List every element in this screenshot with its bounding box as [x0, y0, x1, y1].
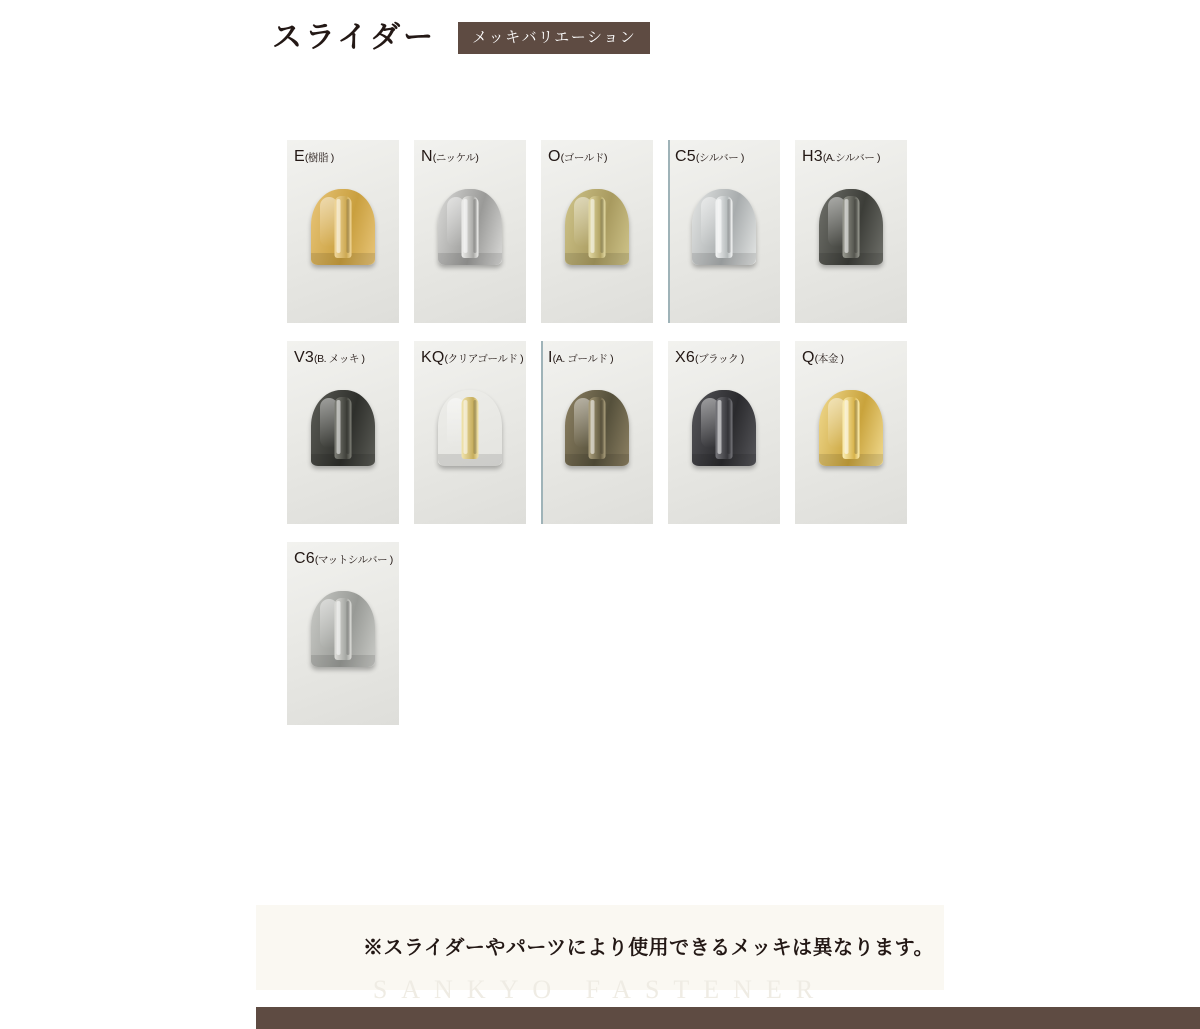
swatch-name: (本金 )	[814, 353, 844, 365]
slider-center-ridge	[335, 196, 352, 258]
swatch-code: KQ	[421, 349, 445, 366]
swatch-row	[287, 542, 927, 725]
swatch-label	[802, 148, 880, 166]
swatch-code: C5	[675, 148, 696, 165]
swatch-label	[294, 349, 365, 367]
swatch-name: (A.シルバー )	[822, 152, 881, 164]
swatch-q[interactable]	[795, 341, 907, 524]
swatch-code: X6	[675, 349, 695, 366]
swatch-e[interactable]	[287, 140, 399, 323]
bottom-bar	[256, 1007, 1200, 1029]
swatch-name: (ゴールド)	[560, 152, 608, 164]
swatch-label	[802, 349, 844, 367]
swatch-code: I	[548, 349, 553, 366]
swatch-name: (ブラック )	[694, 353, 744, 365]
slider-center-ridge	[335, 598, 352, 660]
swatch-row	[287, 341, 927, 524]
swatch-label	[294, 550, 393, 568]
swatch-name: (マットシルバー )	[314, 554, 393, 566]
swatch-code: H3	[802, 148, 823, 165]
swatch-label	[421, 148, 478, 166]
plating-variation-badge: メッキバリエーション	[458, 22, 650, 54]
swatch-row	[287, 140, 927, 323]
swatch-name: (樹脂 )	[304, 152, 334, 164]
swatch-label	[421, 349, 523, 367]
swatch-label	[548, 148, 607, 166]
slider-center-ridge	[716, 397, 733, 459]
swatch-label	[675, 148, 744, 166]
swatch-name: (クリアゴールド )	[444, 353, 524, 365]
swatch-c6[interactable]	[287, 542, 399, 725]
swatch-kq[interactable]	[414, 341, 526, 524]
swatch-i[interactable]	[541, 341, 653, 524]
swatch-label	[675, 349, 744, 367]
zipper-slider-image	[307, 388, 379, 470]
swatch-x6[interactable]	[668, 341, 780, 524]
zipper-slider-image	[434, 388, 506, 470]
zipper-slider-image	[815, 388, 887, 470]
zipper-slider-image	[561, 388, 633, 470]
zipper-slider-image	[434, 187, 506, 269]
slider-center-ridge	[843, 196, 860, 258]
zipper-slider-image	[815, 187, 887, 269]
zipper-slider-image	[307, 589, 379, 671]
swatch-n[interactable]	[414, 140, 526, 323]
zipper-slider-image	[688, 187, 760, 269]
zipper-slider-image	[688, 388, 760, 470]
swatch-name: (B. メッキ )	[313, 353, 365, 365]
swatch-code: V3	[294, 349, 314, 366]
slider-center-ridge	[589, 397, 606, 459]
swatch-code: O	[548, 148, 561, 165]
swatch-c5[interactable]	[668, 140, 780, 323]
slider-center-ridge	[716, 196, 733, 258]
zipper-slider-image	[307, 187, 379, 269]
swatch-name: (シルバー )	[695, 152, 744, 164]
slider-center-ridge	[462, 397, 479, 459]
slider-center-ridge	[335, 397, 352, 459]
slider-center-ridge	[843, 397, 860, 459]
slider-center-ridge	[589, 196, 606, 258]
swatch-name: (ニッケル)	[432, 152, 479, 164]
brand-watermark: SANKYO FASTENER	[372, 975, 828, 1004]
swatch-code: N	[421, 148, 433, 165]
footer-note-text: ※スライダーやパーツにより使用できるメッキは異なります。	[363, 937, 934, 959]
slider-swatch-grid	[287, 140, 927, 743]
swatch-code: E	[294, 148, 305, 165]
page-header	[272, 22, 650, 54]
slider-center-ridge	[462, 196, 479, 258]
swatch-o[interactable]	[541, 140, 653, 323]
zipper-slider-image	[561, 187, 633, 269]
swatch-code: Q	[802, 349, 815, 366]
page-title: スライダー	[272, 21, 437, 54]
swatch-v3[interactable]	[287, 341, 399, 524]
swatch-h3[interactable]	[795, 140, 907, 323]
swatch-label	[548, 349, 613, 367]
swatch-name: (A. ゴールド )	[552, 353, 614, 365]
swatch-label	[294, 148, 334, 166]
swatch-code: C6	[294, 550, 315, 567]
